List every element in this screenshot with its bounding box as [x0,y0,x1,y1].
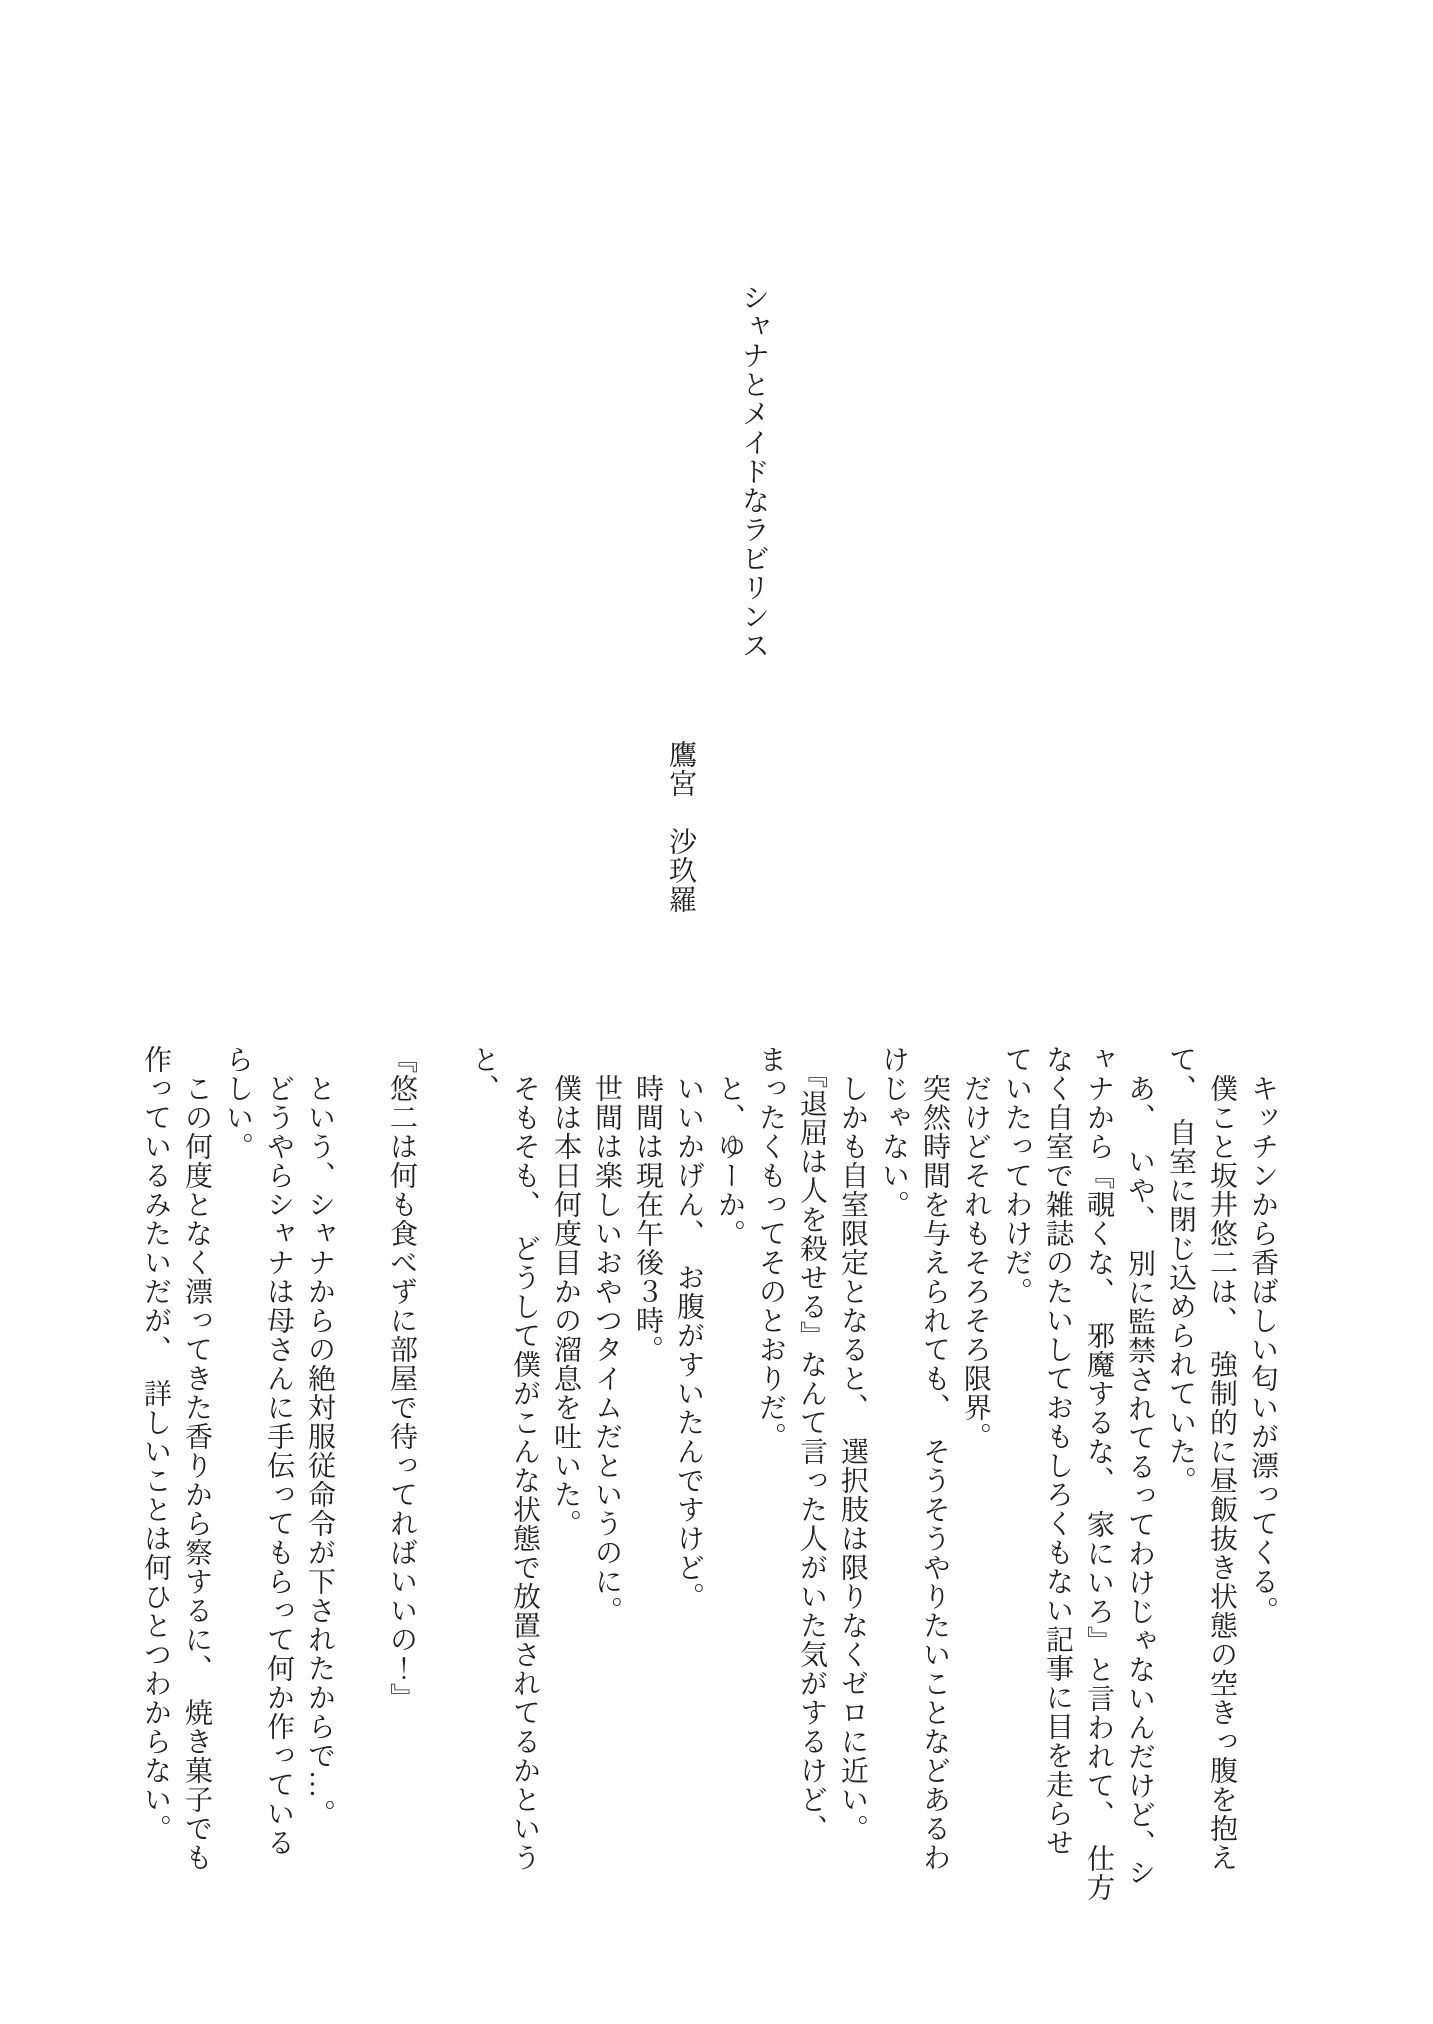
body-line: いいかげん、 お腹がすいたんですけど。 [673,1045,704,1611]
body-line: あ、 いや、 別に監禁されてるってわけじゃないんだけど、シ [1124,1045,1155,1887]
body-line: 突然時間を与えられても、 そうそうやりたいことなどあるわ [919,1045,950,1872]
body-line: と、ゆーか。 [714,1045,745,1248]
body-line [340,1045,381,1917]
body-line: そもそも、 どうして僕がこんな状態で放置されてるかという [509,1045,540,1872]
body-line: て、 自室に閉じ込められていた。 [1165,1045,1196,1495]
body-line: 僕こと坂井悠二は、 強制的に昼飯抜き状態の空きっ腹を抱え [1206,1045,1237,1872]
body-line [422,1045,463,1917]
body-line: 作っているみたいだが、 詳しいことは何ひとつわからない。 [140,1045,171,1843]
body-line: けじゃない。 [878,1045,909,1219]
body-line: なく自室で雑誌のたいしておもしろくもない記事に目を走らせ [1042,1045,1073,1857]
body-line: ていたってわけだ。 [1001,1045,1032,1306]
body-text [135,1045,1283,1917]
body-line: まったくもってそのとおりだ。 [755,1045,786,1451]
body-line: ャナから『覗くな、 邪魔するな、 家にいろ』と言われて、 仕方 [1083,1045,1114,1902]
body-line: 『退屈は人を殺せる』なんて言った人がいた気がするけど、 [796,1045,827,1843]
body-line: キッチンから香ばしい匂いが漂ってくる。 [1247,1045,1278,1625]
body-line: らしい。 [222,1045,253,1161]
body-line: と、 [468,1045,499,1103]
body-line: この何度となく漂ってきた香りから察するに、 焼き菓子でも [181,1045,212,1872]
body-line: しかも自室限定となると、 選択肢は限りなくゼロに近い。 [837,1045,868,1843]
body-line: 時間は現在午後３時。 [632,1045,663,1364]
body-line: だけどそれもそろそろ限界。 [960,1045,991,1451]
body-line: どうやらシャナは母さんに手伝ってもらって何か作っている [263,1045,294,1857]
body-line: 世間は楽しいおやつタイムだというのに。 [591,1045,622,1625]
body-line: 『悠二は何も食べずに部屋で待ってればいいの！』 [386,1045,417,1712]
author-name: 鷹宮 沙玖羅 [665,740,696,914]
body-line: 僕は本日何度目かの溜息を吐いた。 [550,1045,581,1538]
page-title: シャナとメイドなラビリンス [738,283,769,660]
body-line: という、シャナからの絶対服従命令が下されたからで…。 [304,1045,335,1828]
